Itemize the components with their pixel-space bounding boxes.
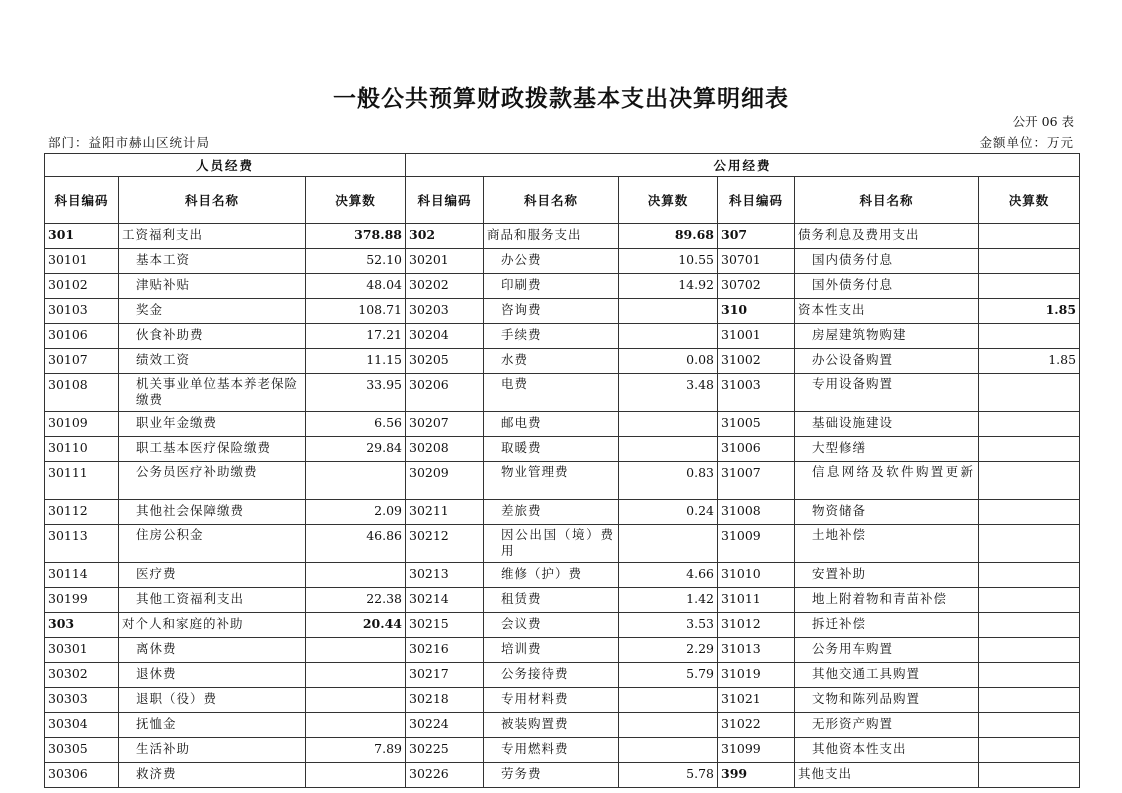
amount-cell: 3.48 [619, 374, 718, 412]
subject-name-cell: 职业年金缴费 [119, 412, 306, 437]
amount-cell: 378.88 [306, 224, 406, 249]
amount-cell [979, 374, 1080, 412]
table-row [45, 638, 1080, 663]
subject-name-cell: 安置补助 [795, 563, 979, 588]
subject-code-cell: 30225 [406, 738, 484, 763]
subject-code-cell: 30113 [45, 525, 119, 563]
amount-cell [306, 563, 406, 588]
subject-name-cell: 培训费 [484, 638, 619, 663]
amount-cell: 89.68 [619, 224, 718, 249]
subject-code-cell: 31002 [718, 349, 795, 374]
amount-cell: 11.15 [306, 349, 406, 374]
subject-code-cell: 30205 [406, 349, 484, 374]
amount-cell: 7.89 [306, 738, 406, 763]
subject-name-cell: 退职（役）费 [119, 688, 306, 713]
subject-name-cell: 取暖费 [484, 437, 619, 462]
col-header-name: 科目名称 [484, 177, 619, 224]
amount-cell: 29.84 [306, 437, 406, 462]
table-row [45, 525, 1080, 563]
amount-cell [979, 638, 1080, 663]
subject-code-cell: 30305 [45, 738, 119, 763]
amount-cell: 22.38 [306, 588, 406, 613]
amount-cell: 2.09 [306, 500, 406, 525]
subject-code-cell: 31007 [718, 462, 795, 500]
subject-code-cell: 399 [718, 763, 795, 788]
subject-name-cell: 绩效工资 [119, 349, 306, 374]
subject-code-cell: 31021 [718, 688, 795, 713]
subject-name-cell: 会议费 [484, 613, 619, 638]
table-row [45, 274, 1080, 299]
subject-name-cell: 商品和服务支出 [484, 224, 619, 249]
amount-cell: 0.83 [619, 462, 718, 500]
subject-name-cell: 基础设施建设 [795, 412, 979, 437]
subject-code-cell: 302 [406, 224, 484, 249]
amount-cell [979, 412, 1080, 437]
subject-name-cell: 对个人和家庭的补助 [119, 613, 306, 638]
subject-name-cell: 抚恤金 [119, 713, 306, 738]
amount-cell [979, 563, 1080, 588]
col-header-code: 科目编码 [45, 177, 119, 224]
amount-cell: 33.95 [306, 374, 406, 412]
amount-cell [619, 688, 718, 713]
subject-name-cell: 国内债务付息 [795, 249, 979, 274]
amount-cell [979, 763, 1080, 788]
amount-cell [306, 638, 406, 663]
amount-cell [979, 274, 1080, 299]
subject-name-cell: 地上附着物和青苗补偿 [795, 588, 979, 613]
subject-name-cell: 公务员医疗补助缴费 [119, 462, 306, 500]
subject-code-cell: 31009 [718, 525, 795, 563]
subject-code-cell: 31012 [718, 613, 795, 638]
subject-code-cell: 31011 [718, 588, 795, 613]
subject-code-cell: 31008 [718, 500, 795, 525]
table-row [45, 412, 1080, 437]
subject-name-cell: 拆迁补偿 [795, 613, 979, 638]
subject-code-cell: 30306 [45, 763, 119, 788]
col-header-amount: 决算数 [306, 177, 406, 224]
amount-cell [619, 412, 718, 437]
amount-cell: 48.04 [306, 274, 406, 299]
subject-name-cell: 其他工资福利支出 [119, 588, 306, 613]
subject-name-cell: 其他社会保障缴费 [119, 500, 306, 525]
col-header-code: 科目编码 [406, 177, 484, 224]
page-title: 一般公共预算财政拨款基本支出决算明细表 [333, 85, 789, 112]
col-header-name: 科目名称 [119, 177, 306, 224]
subject-code-cell: 31022 [718, 713, 795, 738]
table-row [45, 462, 1080, 500]
table-row [45, 224, 1080, 249]
unit-label: 金额单位：万元 [979, 135, 1074, 150]
subject-code-cell: 31005 [718, 412, 795, 437]
subject-name-cell: 物资储备 [795, 500, 979, 525]
subject-name-cell: 邮电费 [484, 412, 619, 437]
amount-cell: 52.10 [306, 249, 406, 274]
subject-name-cell: 房屋建筑物购建 [795, 324, 979, 349]
amount-cell [306, 688, 406, 713]
subject-code-cell: 30202 [406, 274, 484, 299]
subject-code-cell: 30108 [45, 374, 119, 412]
subject-name-cell: 奖金 [119, 299, 306, 324]
group-header-public: 公用经费 [406, 154, 1080, 177]
subject-code-cell: 30209 [406, 462, 484, 500]
amount-cell [619, 525, 718, 563]
subject-code-cell: 30302 [45, 663, 119, 688]
subject-name-cell: 维修（护）费 [484, 563, 619, 588]
subject-name-cell: 物业管理费 [484, 462, 619, 500]
amount-cell: 0.08 [619, 349, 718, 374]
group-header-personnel: 人员经费 [45, 154, 406, 177]
subject-name-cell: 办公设备购置 [795, 349, 979, 374]
subject-name-cell: 离休费 [119, 638, 306, 663]
subject-code-cell: 31003 [718, 374, 795, 412]
subject-code-cell: 30224 [406, 713, 484, 738]
subject-code-cell: 31019 [718, 663, 795, 688]
amount-cell: 17.21 [306, 324, 406, 349]
table-row [45, 374, 1080, 412]
subject-name-cell: 电费 [484, 374, 619, 412]
subject-code-cell: 30226 [406, 763, 484, 788]
amount-cell [619, 738, 718, 763]
subject-code-cell: 30102 [45, 274, 119, 299]
amount-cell [979, 588, 1080, 613]
amount-cell: 14.92 [619, 274, 718, 299]
subject-code-cell: 30207 [406, 412, 484, 437]
subject-name-cell: 办公费 [484, 249, 619, 274]
subject-code-cell: 30110 [45, 437, 119, 462]
amount-cell [979, 437, 1080, 462]
subject-code-cell: 30107 [45, 349, 119, 374]
subject-name-cell: 租赁费 [484, 588, 619, 613]
table-row [45, 249, 1080, 274]
subject-code-cell: 310 [718, 299, 795, 324]
subject-name-cell: 住房公积金 [119, 525, 306, 563]
table-row [45, 349, 1080, 374]
amount-cell: 20.44 [306, 613, 406, 638]
amount-cell [979, 525, 1080, 563]
table-row [45, 299, 1080, 324]
amount-cell: 46.86 [306, 525, 406, 563]
subject-code-cell: 30208 [406, 437, 484, 462]
subject-code-cell: 30211 [406, 500, 484, 525]
subject-code-cell: 30203 [406, 299, 484, 324]
subject-code-cell: 30701 [718, 249, 795, 274]
subject-code-cell: 30218 [406, 688, 484, 713]
amount-cell [619, 713, 718, 738]
subject-code-cell: 30112 [45, 500, 119, 525]
amount-cell [619, 299, 718, 324]
table-row [45, 563, 1080, 588]
table-row [45, 324, 1080, 349]
table-row [45, 738, 1080, 763]
amount-cell: 5.78 [619, 763, 718, 788]
amount-cell [979, 738, 1080, 763]
col-header-amount: 决算数 [619, 177, 718, 224]
amount-cell: 3.53 [619, 613, 718, 638]
subject-name-cell: 救济费 [119, 763, 306, 788]
amount-cell: 5.79 [619, 663, 718, 688]
department-label: 部门：益阳市赫山区统计局 [48, 135, 211, 150]
form-number: 公开 06 表 [1012, 114, 1074, 129]
subject-code-cell: 30303 [45, 688, 119, 713]
subject-name-cell: 因公出国（境）费用 [484, 525, 619, 563]
subject-name-cell: 大型修缮 [795, 437, 979, 462]
subject-code-cell: 30204 [406, 324, 484, 349]
amount-cell [306, 763, 406, 788]
subject-name-cell: 其他资本性支出 [795, 738, 979, 763]
subject-name-cell: 无形资产购置 [795, 713, 979, 738]
subject-name-cell: 土地补偿 [795, 525, 979, 563]
subject-name-cell: 文物和陈列品购置 [795, 688, 979, 713]
amount-cell: 1.42 [619, 588, 718, 613]
subject-code-cell: 31013 [718, 638, 795, 663]
subject-name-cell: 伙食补助费 [119, 324, 306, 349]
amount-cell [979, 249, 1080, 274]
subject-name-cell: 专用材料费 [484, 688, 619, 713]
subject-code-cell: 30199 [45, 588, 119, 613]
amount-cell [979, 224, 1080, 249]
subject-name-cell: 生活补助 [119, 738, 306, 763]
subject-code-cell: 30304 [45, 713, 119, 738]
subject-name-cell: 手续费 [484, 324, 619, 349]
table-row [45, 763, 1080, 788]
amount-cell: 1.85 [979, 349, 1080, 374]
subject-code-cell: 31010 [718, 563, 795, 588]
subject-code-cell: 31006 [718, 437, 795, 462]
amount-cell [979, 613, 1080, 638]
amount-cell: 1.85 [979, 299, 1080, 324]
subject-name-cell: 退休费 [119, 663, 306, 688]
subject-code-cell: 30213 [406, 563, 484, 588]
subject-code-cell: 307 [718, 224, 795, 249]
col-header-code: 科目编码 [718, 177, 795, 224]
subject-code-cell: 30106 [45, 324, 119, 349]
subject-name-cell: 专用设备购置 [795, 374, 979, 412]
subject-name-cell: 工资福利支出 [119, 224, 306, 249]
subject-name-cell: 差旅费 [484, 500, 619, 525]
subject-name-cell: 印刷费 [484, 274, 619, 299]
subject-name-cell: 专用燃料费 [484, 738, 619, 763]
subject-code-cell: 30214 [406, 588, 484, 613]
subject-code-cell: 30109 [45, 412, 119, 437]
subject-name-cell: 其他支出 [795, 763, 979, 788]
amount-cell [979, 688, 1080, 713]
expense-table [44, 153, 1080, 788]
subject-code-cell: 30301 [45, 638, 119, 663]
subject-code-cell: 30101 [45, 249, 119, 274]
amount-cell [619, 324, 718, 349]
subject-code-cell: 30103 [45, 299, 119, 324]
amount-cell: 4.66 [619, 563, 718, 588]
subject-name-cell: 公务用车购置 [795, 638, 979, 663]
amount-cell: 0.24 [619, 500, 718, 525]
col-header-name: 科目名称 [795, 177, 979, 224]
subject-name-cell: 咨询费 [484, 299, 619, 324]
table-row [45, 613, 1080, 638]
subject-name-cell: 公务接待费 [484, 663, 619, 688]
table-row [45, 500, 1080, 525]
amount-cell [306, 462, 406, 500]
subject-code-cell: 30215 [406, 613, 484, 638]
subject-name-cell: 水费 [484, 349, 619, 374]
subject-code-cell: 30702 [718, 274, 795, 299]
subject-code-cell: 301 [45, 224, 119, 249]
subject-code-cell: 31099 [718, 738, 795, 763]
subject-name-cell: 国外债务付息 [795, 274, 979, 299]
table-row [45, 663, 1080, 688]
subject-code-cell: 30206 [406, 374, 484, 412]
subject-name-cell: 机关事业单位基本养老保险缴费 [119, 374, 306, 412]
subject-name-cell: 基本工资 [119, 249, 306, 274]
amount-cell [979, 713, 1080, 738]
subject-code-cell: 303 [45, 613, 119, 638]
amount-cell [979, 324, 1080, 349]
subject-name-cell: 津贴补贴 [119, 274, 306, 299]
subject-code-cell: 30212 [406, 525, 484, 563]
subject-name-cell: 被装购置费 [484, 713, 619, 738]
amount-cell [979, 462, 1080, 500]
table-row [45, 713, 1080, 738]
col-header-amount: 决算数 [979, 177, 1080, 224]
table-row [45, 588, 1080, 613]
subject-code-cell: 30114 [45, 563, 119, 588]
amount-cell: 10.55 [619, 249, 718, 274]
subject-name-cell: 医疗费 [119, 563, 306, 588]
subject-name-cell: 职工基本医疗保险缴费 [119, 437, 306, 462]
subject-code-cell: 30201 [406, 249, 484, 274]
amount-cell [619, 437, 718, 462]
subject-name-cell: 信息网络及软件购置更新 [795, 462, 979, 500]
subject-code-cell: 30217 [406, 663, 484, 688]
table-row [45, 688, 1080, 713]
amount-cell: 6.56 [306, 412, 406, 437]
subject-code-cell: 30216 [406, 638, 484, 663]
amount-cell: 2.29 [619, 638, 718, 663]
subject-name-cell: 劳务费 [484, 763, 619, 788]
subject-code-cell: 30111 [45, 462, 119, 500]
amount-cell [979, 663, 1080, 688]
amount-cell: 108.71 [306, 299, 406, 324]
amount-cell [306, 713, 406, 738]
subject-name-cell: 债务利息及费用支出 [795, 224, 979, 249]
subject-name-cell: 其他交通工具购置 [795, 663, 979, 688]
amount-cell [306, 663, 406, 688]
table-row [45, 437, 1080, 462]
amount-cell [979, 500, 1080, 525]
subject-code-cell: 31001 [718, 324, 795, 349]
subject-name-cell: 资本性支出 [795, 299, 979, 324]
